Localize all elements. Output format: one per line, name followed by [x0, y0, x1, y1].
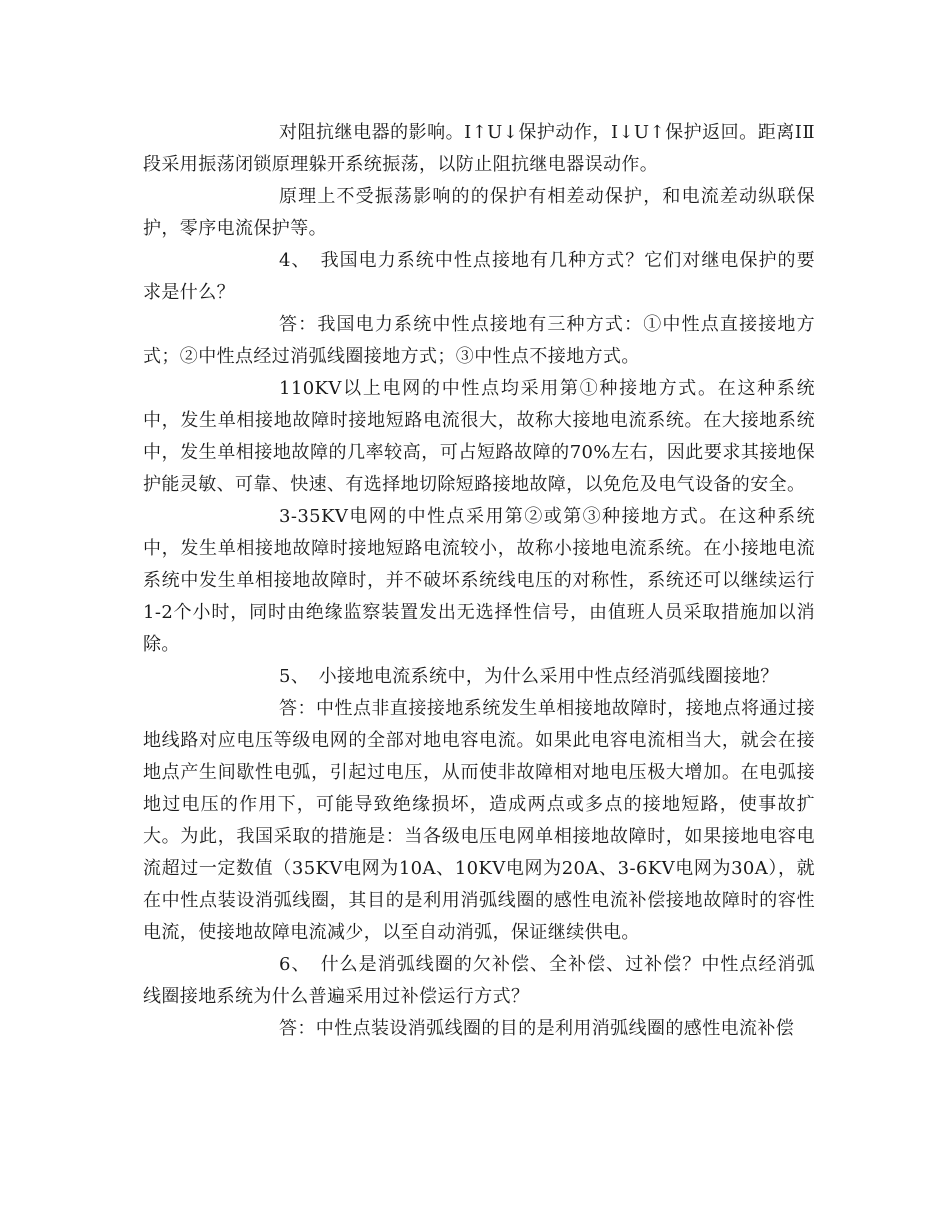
- answer-4-3-35kv: 3-35KV电网的中性点采用第②或第③种接地方式。在这种系统中，发生单相接地故障时接地短路电流较小，故称小接地电流系统。在小接地电流系统中发生单相接地故障时，并不破坏系统线电压的对称性，系统还可以继续运行1-2个小时，同时由绝缘监察装置发出无选择性信号，由值班人员采取措施加以消除。: [143, 506, 815, 655]
- answer-4-110kv: 110KV以上电网的中性点均采用第①种接地方式。在这种系统中，发生单相接地故障时接地短路电流很大，故称大接地电流系统。在大接地系统中，发生单相接地故障的几率较高，可占短路故障的70%左右，因此要求其接地保护能灵敏、可靠、快速、有选择地切除短路接地故障，以免危及电气设备的安全。: [143, 378, 815, 495]
- question-4: 4、 我国电力系统中性点接地有几种方式？它们对继电保护的要求是什么？: [143, 250, 815, 303]
- paragraph-unaffected-protections: 原理上不受振荡影响的的保护有相差动保护，和电流差动纵联保护，零序电流保护等。: [143, 186, 815, 239]
- answer-5: 答：中性点非直接接地系统发生单相接地故障时，接地点将通过接地线路对应电压等级电网的全部对地电容电流。如果此电容电流相当大，就会在接地点产生间歇性电弧，引起过电压，从而使非故障相对地电压极大增加。在电弧接地过电压的作用下，可能导致绝缘损坏，造成两点或多点的接地短路，使事故扩大。为此，我国采取的措施是：当各级电压电网单相接地故障时，如果接地电容电流超过一定数值（35KV电网为10A、10KV电网为20A、3-6KV电网为30A），就在中性点装设消弧线圈，其目的是利用消弧线圈的感性电流补偿接地故障时的容性电流，使接地故障电流减少，以至自动消弧，保证继续供电。: [143, 698, 815, 943]
- document-body: [143, 117, 815, 1045]
- answer-6-start: 答：中性点装设消弧线圈的目的是利用消弧线圈的感性电流补偿: [279, 1018, 795, 1039]
- question-5: 5、 小接地电流系统中，为什么采用中性点经消弧线圈接地？: [279, 666, 779, 687]
- question-6: 6、 什么是消弧线圈的欠补偿、全补偿、过补偿？中性点经消弧线圈接地系统为什么普遍采用过补偿运行方式？: [143, 954, 815, 1007]
- answer-4-methods: 答：我国电力系统中性点接地有三种方式：①中性点直接接地方式；②中性点经过消弧线圈接地方式；③中性点不接地方式。: [143, 314, 815, 367]
- paragraph-impedance-relay: 对阻抗继电器的影响。I↑U↓保护动作，I↓U↑保护返回。距离ⅠⅡ段采用振荡闭锁原理躲开系统振荡，以防止阻抗继电器误动作。: [143, 122, 815, 175]
